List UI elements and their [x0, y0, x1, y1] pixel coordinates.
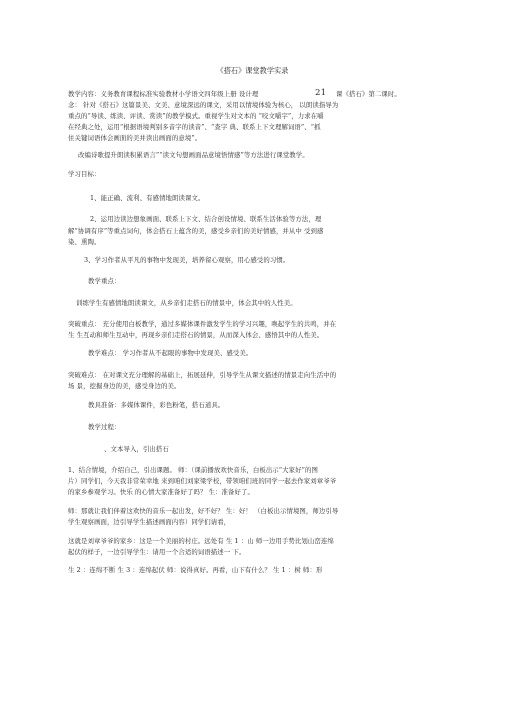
- text-line: 重点的“导读、练读、评读、赏读”的教学模式。重视学生对文本的 “咬文嚼字”，力求在嚼: [68, 112, 324, 120]
- section-heading-difficulties: 教学难点： 学习作者从不起眼的事物中发现美、感受美。: [88, 349, 253, 357]
- text-line: 生 2 ：连绵不断 生 3 ：连绵起伏 师：说得真好。再看，山下有什么？ 生 1 ：树 师：形: [68, 566, 323, 574]
- section-heading-key-points: 教学重点：: [88, 277, 121, 285]
- section-heading-objectives: 学习目标：: [68, 170, 101, 178]
- step-heading: 、文本导入，引出搭石: [104, 445, 169, 453]
- section-heading-process: 教学过程：: [88, 423, 121, 431]
- text-line: 场 景，挖掘身边的美，感受身边的美。: [68, 382, 181, 390]
- text-line: 生 生互动和师生互动中，再现乡亲们走搭石的情景，从而深入体会、感悟其中的人性美。: [68, 331, 324, 339]
- objective-1: 1、能正确、流利、有感情地朗读课文。: [90, 194, 205, 202]
- lesson-number: 21: [315, 88, 327, 98]
- text-line: 突破难点： 在对课文充分理解的基础上，拓展延伸，引导学生从课文描述的情景走向生活中的: [68, 371, 337, 379]
- text-line: 这就是刘章爷爷的家乡：这是一个美丽的村庄。远处有 生 1 ：山 师一边用手势比划山峦连绵: [68, 537, 334, 545]
- text-line: 解“协调有序”等重点词句，体会搭石上蕴含的美，感受乡亲们的美好情感，并从中 受到感: [68, 227, 324, 235]
- text-line: 的家乡参观学习。快乐 的心情大家准备好了吗？ 生：准备好了。: [68, 488, 254, 496]
- text-line: 教学内容：义务教育课程标准实验教材小学语文四年级上册 设计理: [68, 90, 259, 98]
- text-line: 师：那就让我们伴着这欢快的音乐一起出发，好不好？ 生：好！ （白板出示情境图，师边引导: [68, 507, 339, 515]
- objective-2: 2、运用边读边想象画面、联系上下文、结合创设情境、联系生活体验等方法，理: [90, 215, 322, 223]
- text-line: 在经典之处，运用“根据语境判别多音字的读音”、“查字 典、联系上下文理解词语”、“抓: [68, 123, 321, 131]
- text-line: 住关键词语体会画面的美并读出画面的意境”。: [68, 134, 202, 142]
- document-title: 《搭石》课堂教学实录: [216, 66, 289, 75]
- text-line: 染、熏陶。: [68, 238, 101, 246]
- text-line: 课《搭石》第二课时。: [336, 90, 401, 98]
- text-line: 训练学生有感情地朗读课文，从乡亲们走搭石的情景中，体会其中的人性美。: [76, 299, 297, 307]
- text-line: 学生观察画面，边引导学生描述画面内容）同学们请看，: [68, 518, 231, 526]
- text-line: 1、结合情境，介绍自己，引出课题。 师：（课前播放欢快音乐，白板出示“大家好”的图: [68, 466, 318, 474]
- text-line: 改编诗歌提升朗读积累语言”“读文句想画面品意境悟情感”等方法进行课堂教学。: [78, 151, 309, 159]
- text-line: 片）同学们，今天我非常荣幸地 来到咱们刘家梁学校，带领咱们班的同学一起去作家刘章爷爷: [68, 477, 337, 485]
- objective-3: 3、学习作者从平凡的事物中发现美，培养留心观察，用心感受的习惯。: [84, 256, 290, 264]
- text-line: 念： 针对《搭石》这篇景美、文美、意境深远的课文，采用以情境体验为核心， 以朗读指导为: [68, 101, 339, 109]
- text-line: 起伏的样子，一边引导学生：请用一个合适的词语描述一 下。: [68, 548, 246, 556]
- text-line: 突破重点： 充分使用白板教学，通过多媒体课件激发学生的学习兴趣，唤起学生的共鸣，并在: [68, 320, 337, 328]
- section-heading-materials: 教具准备：多媒体课件，彩色粉笔，搭石道具。: [88, 401, 225, 409]
